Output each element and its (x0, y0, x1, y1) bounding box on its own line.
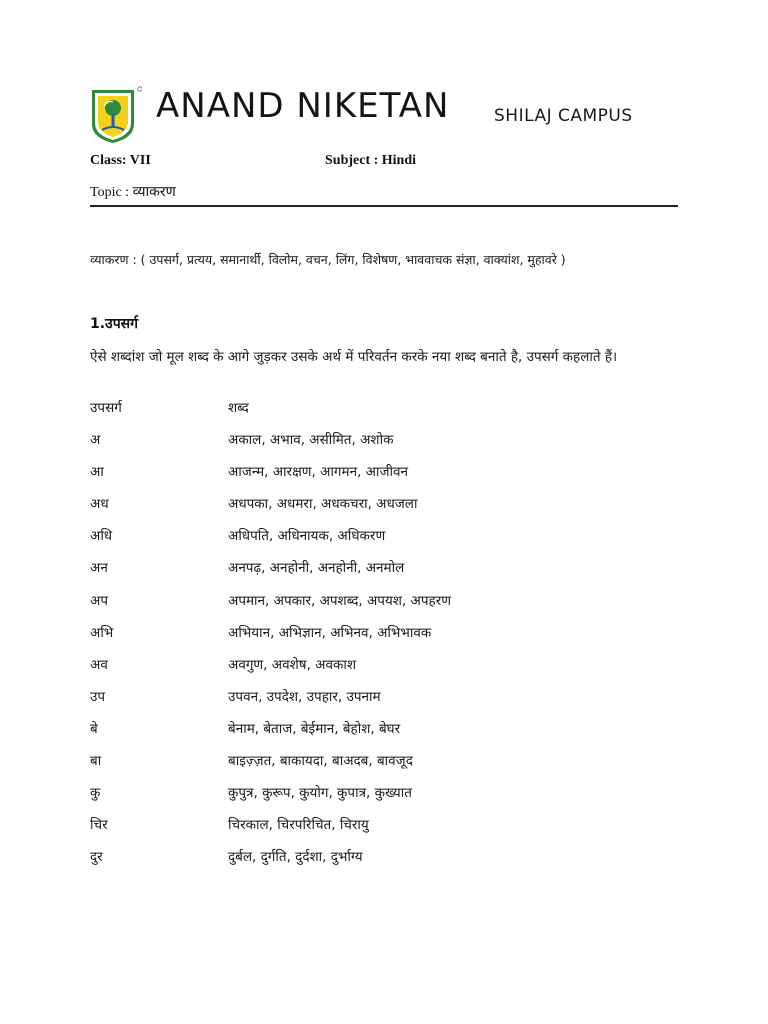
table-row (90, 623, 650, 655)
table-row (90, 591, 650, 623)
table-row (90, 751, 650, 783)
section-title: 1.उपसर्ग (90, 316, 139, 332)
table-row (90, 847, 650, 879)
table-row (90, 815, 650, 847)
table-row (90, 430, 650, 462)
table-row (90, 783, 650, 815)
prefix-cell: अध (90, 496, 109, 513)
table-row (90, 526, 650, 558)
table-row (90, 494, 650, 526)
table-header-row (90, 398, 650, 430)
topic-value: व्याकरण (132, 184, 176, 200)
prefix-cell: दुर (90, 849, 103, 866)
words-cell: अवगुण, अवशेष, अवकाश (228, 656, 357, 673)
prefix-cell: अन (90, 560, 108, 577)
prefix-cell: अप (90, 592, 108, 609)
words-cell: आजन्म, आरक्षण, आगमन, आजीवन (228, 464, 408, 481)
words-cell: दुर्बल, दुर्गति, दुर्दशा, दुर्भाग्य (228, 849, 363, 866)
class-label: Class: VII (90, 153, 151, 168)
prefix-cell: चिर (90, 817, 108, 834)
prefix-cell: आ (90, 464, 104, 481)
table-row (90, 687, 650, 719)
prefix-cell: उप (90, 688, 106, 705)
words-cell: बाइज़्ज़त, बाकायदा, बाअदब, बावजूद (228, 753, 413, 770)
header-divider (90, 205, 678, 207)
words-cell: अकाल, अभाव, असीमित, अशोक (228, 432, 394, 449)
words-cell: चिरकाल, चिरपरिचित, चिरायु (228, 817, 369, 834)
words-cell: कुपुत्र, कुरूप, कुयोग, कुपात्र, कुख्यात (228, 785, 412, 802)
subject-label: Subject : Hindi (325, 153, 417, 168)
campus-name: SHILAJ CAMPUS (494, 106, 633, 126)
class-info (90, 153, 151, 169)
prefix-table (90, 398, 650, 879)
words-cell: बेनाम, बेताज, बेईमान, बेहोश, बेघर (228, 720, 401, 737)
subject-info (325, 153, 416, 169)
prefix-cell: कु (90, 785, 101, 802)
table-row (90, 719, 650, 751)
section-definition: ऐसे शब्दांश जो मूल शब्द के आगे जुड़कर उसके अर्थ में परिवर्तन करके नया शब्द बनाते है, उपसर्ग कहलाते हैं। (90, 349, 618, 365)
words-cell: अभियान, अभिज्ञान, अभिनव, अभिभावक (228, 624, 432, 641)
words-cell: अपमान, अपकार, अपशब्द, अपयश, अपहरण (228, 592, 451, 609)
school-emblem-icon (90, 86, 142, 144)
words-cell: उपवन, उपदेश, उपहार, उपनाम (228, 688, 381, 705)
header-prefix: उपसर्ग (90, 400, 122, 416)
prefix-cell: अभि (90, 624, 114, 641)
topic-info (90, 182, 176, 201)
words-cell: अधपका, अधमरा, अधकचरा, अधजला (228, 496, 418, 513)
table-row (90, 655, 650, 687)
words-cell: अनपढ़, अनहोनी, अनहोनी, अनमोल (228, 560, 405, 577)
prefix-cell: अ (90, 432, 101, 449)
table-row (90, 558, 650, 590)
prefix-cell: बे (90, 720, 98, 737)
header-words: शब्द (228, 400, 249, 416)
grammar-topics-line: व्याकरण : ( उपसर्ग, प्रत्यय, समानार्थी, विलोम, वचन, लिंग, विशेषण, भाववाचक संज्ञा, वाक्यांश, मुहावरे ) (90, 252, 566, 267)
topic-label: Topic : (90, 185, 130, 200)
prefix-cell: बा (90, 753, 102, 770)
school-name: ANAND NIKETAN (156, 86, 450, 126)
table-row (90, 462, 650, 494)
prefix-cell: अव (90, 656, 108, 673)
prefix-cell: अधि (90, 528, 113, 545)
words-cell: अधिपति, अधिनायक, अधिकरण (228, 528, 386, 545)
